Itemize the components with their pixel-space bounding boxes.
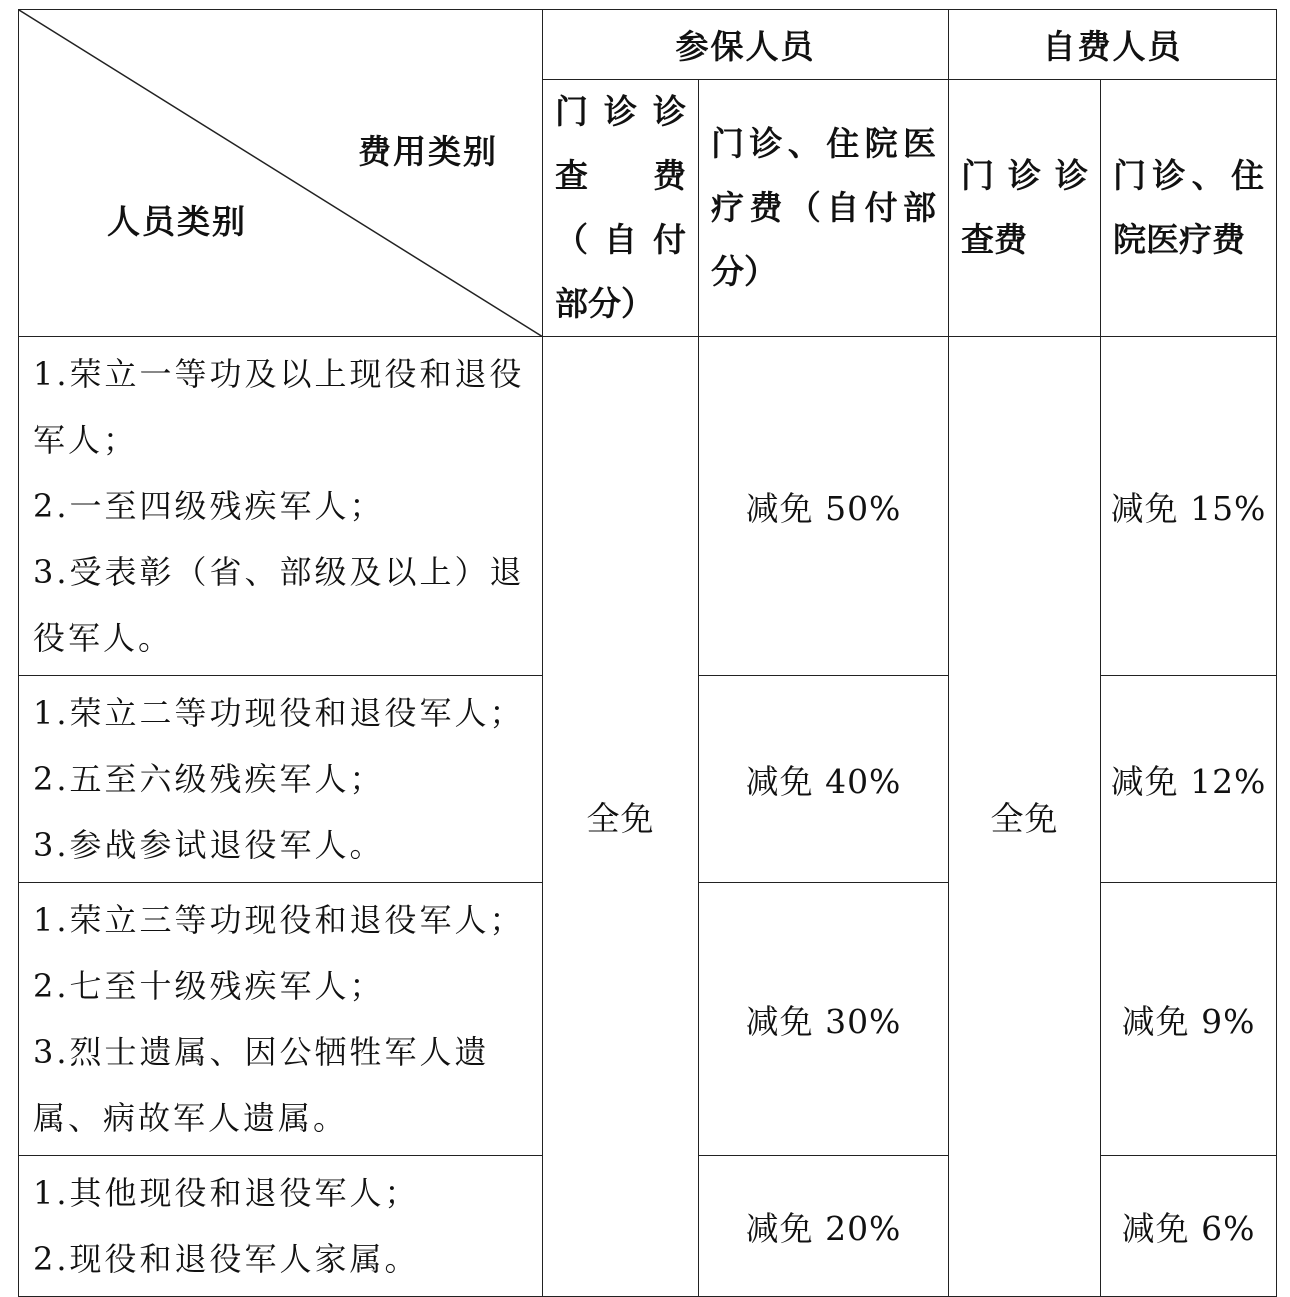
person-category-cell [19,1156,543,1297]
insured-medical-fee-value: 减免 30% [699,883,949,1156]
selfpay-medical-fee-value: 减免 15% [1101,337,1277,676]
person-category-cell [19,337,543,676]
category-line: 1.荣立一等功及以上现役和退役军人； [33,355,525,459]
selfpay-exam-fee-header: 门诊诊查费 [949,80,1101,337]
category-line: 3.受表彰（省、部级及以上）退役军人。 [33,553,525,657]
selfpay-exam-fee-value: 全免 [949,337,1101,1297]
fee-reduction-table [18,9,1277,1297]
category-line: 3.参战参试退役军人。 [33,826,385,864]
insured-medical-fee-value: 减免 20% [699,1156,949,1297]
insured-group-header: 参保人员 [543,10,949,80]
fee-category-label: 费用类别 [358,132,498,171]
person-category-cell [19,883,543,1156]
person-category-cell [19,676,543,883]
selfpay-medical-fee-value: 减免 9% [1101,883,1277,1156]
category-line: 2.现役和退役军人家属。 [33,1240,420,1278]
diagonal-line [19,10,543,337]
selfpay-group-header: 自费人员 [949,10,1277,80]
diagonal-header-cell [19,10,543,337]
category-line: 3.烈士遗属、因公牺牲军人遗属、病故军人遗属。 [33,1033,490,1137]
category-line: 2.五至六级残疾军人； [33,760,385,798]
insured-exam-fee-header: 门诊诊查费（自付部分） [543,80,699,337]
selfpay-medical-fee-value: 减免 6% [1101,1156,1277,1297]
category-line: 2.七至十级残疾军人； [33,967,385,1005]
selfpay-medical-fee-header: 门诊、住院医疗费 [1101,80,1277,337]
insured-medical-fee-value: 减免 40% [699,676,949,883]
insured-exam-fee-value: 全免 [543,337,699,1297]
category-line: 2.一至四级残疾军人； [33,487,385,525]
person-category-label: 人员类别 [107,202,247,241]
category-line: 1.荣立二等功现役和退役军人； [33,694,525,732]
insured-medical-fee-value: 减免 50% [699,337,949,676]
category-line: 1.其他现役和退役军人； [33,1174,420,1212]
category-line: 1.荣立三等功现役和退役军人； [33,901,525,939]
selfpay-medical-fee-value: 减免 12% [1101,676,1277,883]
insured-medical-fee-header: 门诊、住院医疗费（自付部分） [699,80,949,337]
